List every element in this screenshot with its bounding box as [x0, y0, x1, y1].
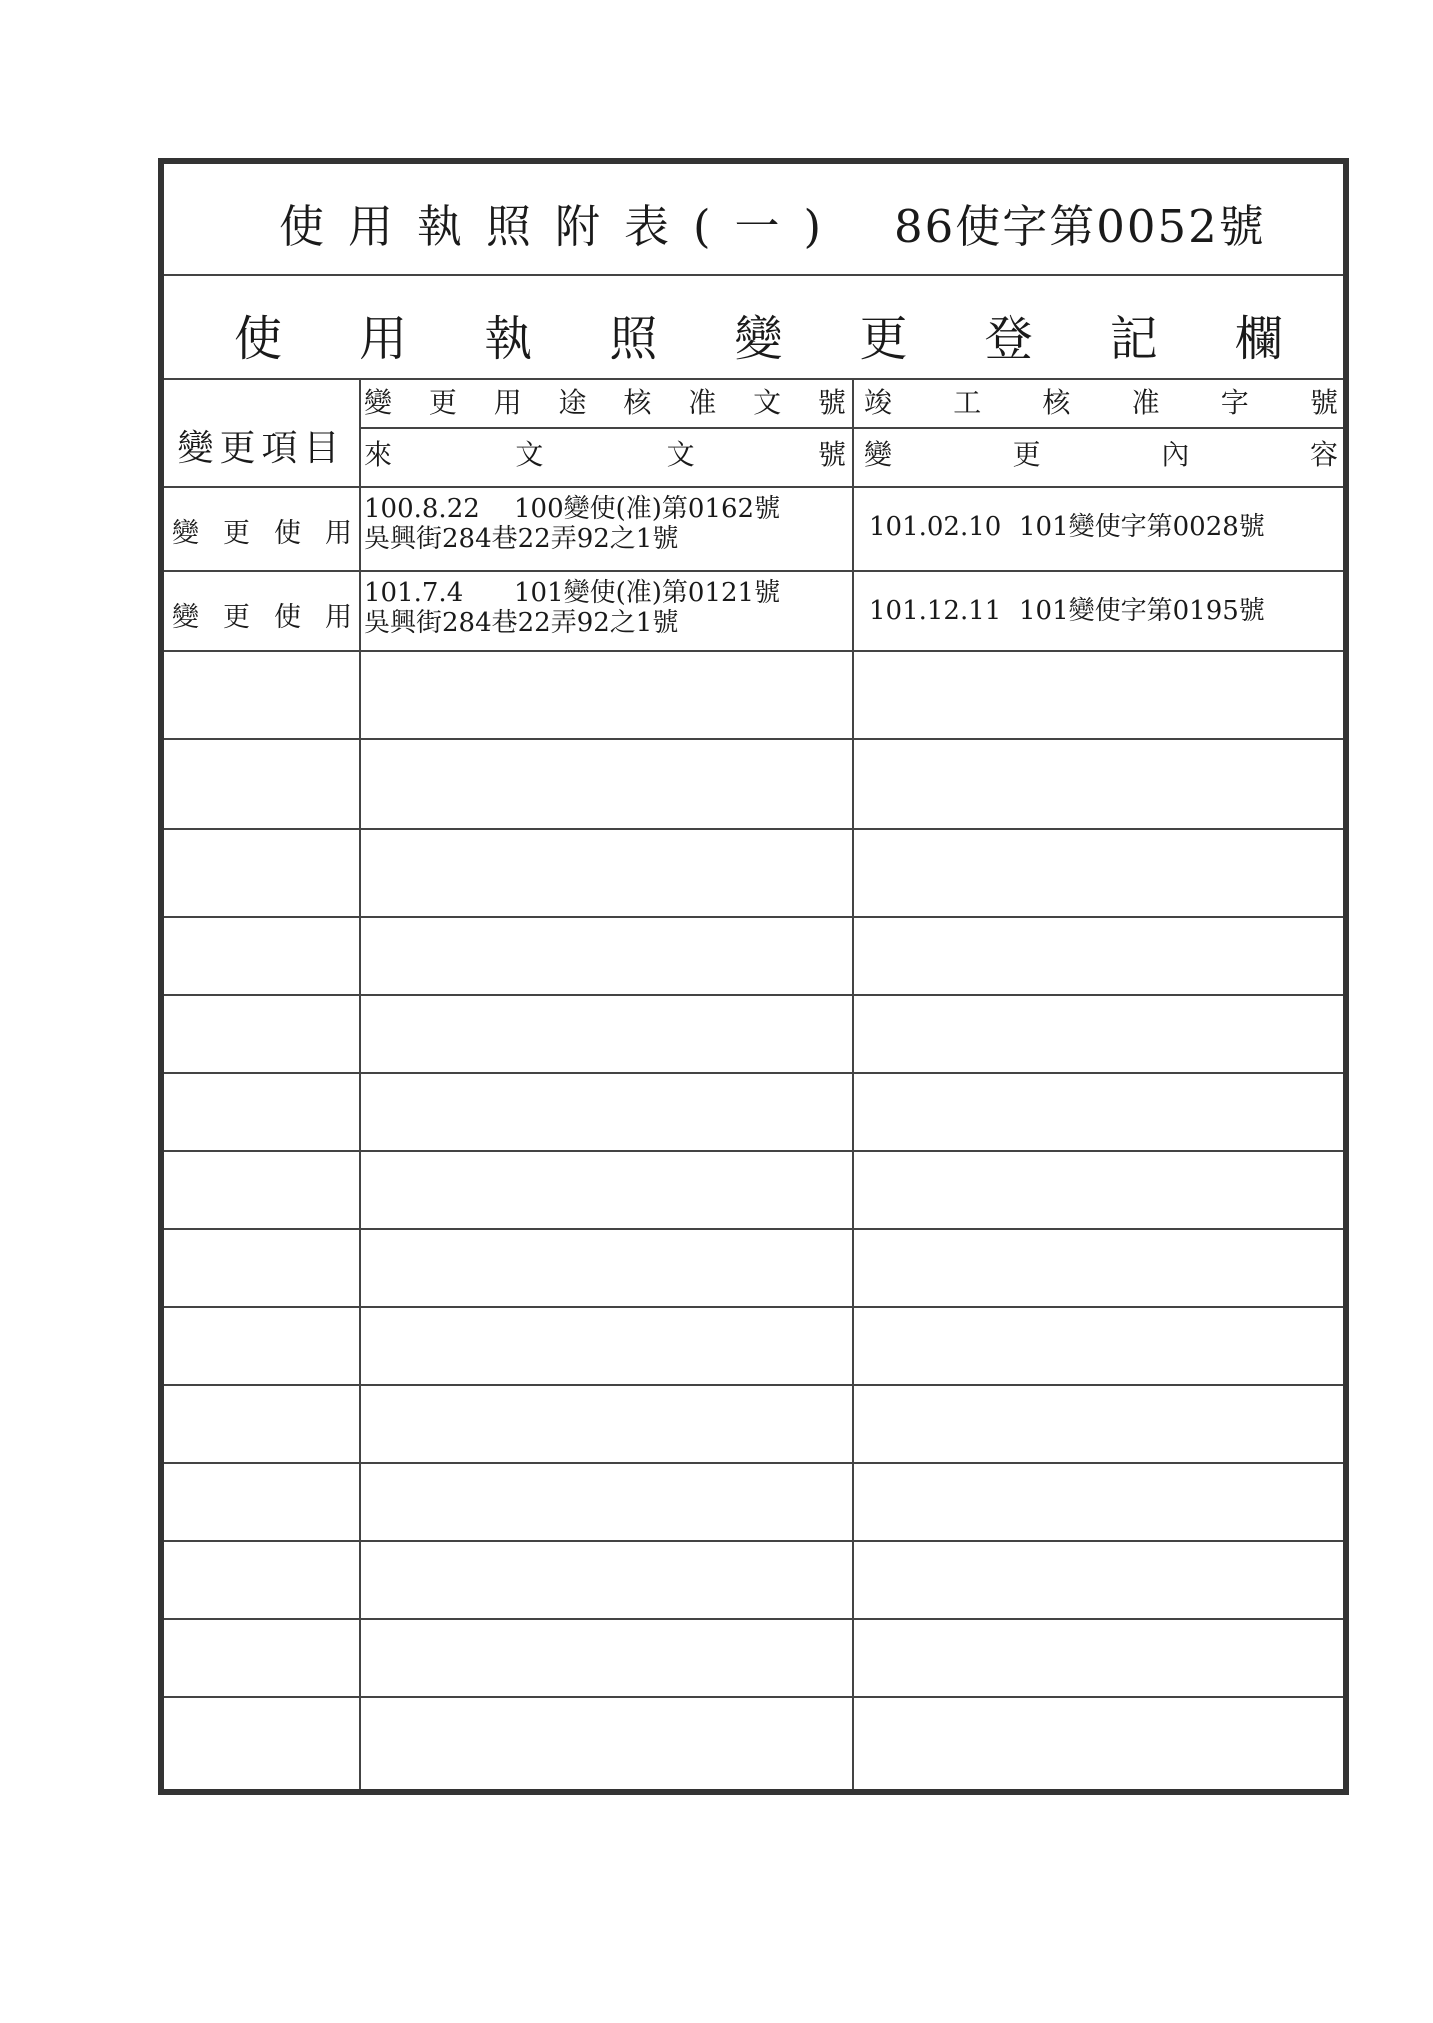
record-1-completion-no: 101變使字第0028號: [1019, 512, 1265, 542]
row-divider: [164, 1150, 1343, 1152]
form-subtitle: 使 用 執 照 變 更 登 記 欄: [234, 311, 1283, 367]
row-divider: [164, 1462, 1343, 1464]
row-divider: [164, 828, 1343, 830]
row-divider: [164, 570, 1343, 572]
record-2-completion-date: 101.12.11: [869, 596, 1002, 626]
record-1-approval: [364, 494, 780, 554]
form-title: 使用執照附表(一): [279, 200, 846, 253]
subtitle-row: [164, 276, 1343, 380]
license-number: 86使字第0052號: [894, 200, 1266, 253]
record-1-item: 變 更 使 用: [172, 518, 352, 549]
row-divider: [164, 916, 1343, 918]
header-change-content: 變 更 內 容: [864, 438, 1338, 471]
record-1-address: 吳興街284巷22弄92之1號: [364, 524, 679, 554]
header-completion-no: 竣 工 核 准 字 號: [864, 386, 1338, 419]
column-divider: [359, 380, 361, 1789]
record-2-approval: [364, 578, 780, 638]
record-1-approval-no: 100變使(准)第0162號: [514, 494, 781, 524]
title-row: [164, 164, 1343, 276]
record-1-completion: [869, 512, 1265, 542]
row-divider: [359, 427, 1343, 429]
header-incoming-doc: 來 文 文 號: [364, 438, 846, 471]
record-2-completion-no: 101變使字第0195號: [1019, 596, 1265, 626]
row-divider: [164, 1384, 1343, 1386]
row-divider: [164, 650, 1343, 652]
row-divider: [164, 994, 1343, 996]
record-2-completion: [869, 596, 1265, 626]
record-1-approval-date: 100.8.22: [364, 494, 480, 524]
record-2-approval-date: 101.7.4: [364, 578, 464, 608]
record-2-address: 吳興街284巷22弄92之1號: [364, 608, 679, 638]
row-divider: [164, 1228, 1343, 1230]
row-divider: [164, 1618, 1343, 1620]
record-2-approval-no: 101變使(准)第0121號: [514, 578, 781, 608]
row-divider: [164, 1540, 1343, 1542]
row-divider: [164, 738, 1343, 740]
header-change-item: 變更項目: [177, 428, 346, 469]
record-1-completion-date: 101.02.10: [869, 512, 1002, 542]
row-divider: [164, 1696, 1343, 1698]
record-2-item: 變 更 使 用: [172, 602, 352, 633]
row-divider: [164, 1072, 1343, 1074]
usage-license-change-form: [158, 158, 1349, 1795]
header-approval-no: 變 更 用 途 核 准 文 號: [364, 386, 846, 419]
row-divider: [164, 1306, 1343, 1308]
row-divider: [164, 486, 1343, 488]
column-divider: [852, 380, 854, 1789]
